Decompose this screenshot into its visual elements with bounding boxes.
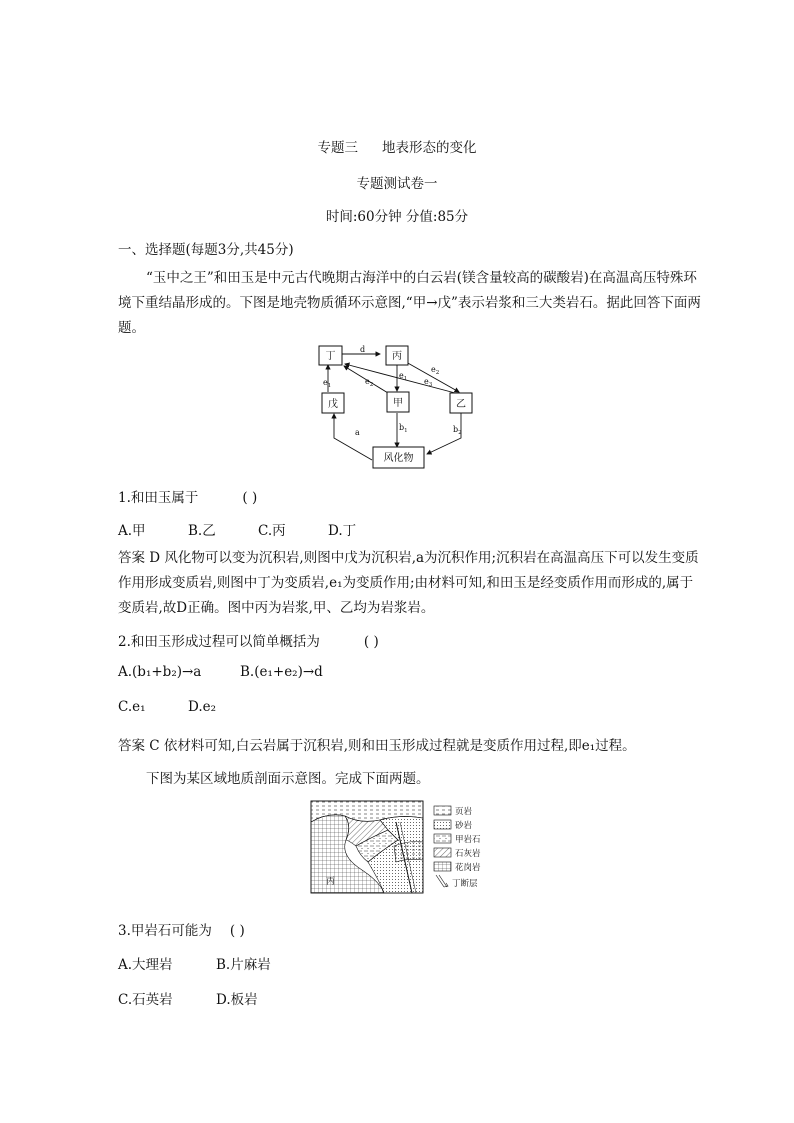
rock-cycle-diagram <box>310 342 492 470</box>
legend-fault: 丁断层 <box>452 879 478 889</box>
q3-option-c: C.石英岩 <box>118 992 173 1008</box>
node-wu: 戊 <box>328 399 338 410</box>
label-d: d <box>360 345 366 354</box>
q1-answer: 答案 D 风化物可以变为沉积岩,则图中戊为沉积岩,a为沉积作用;沉积岩在高温高压下可以发生变质作用形成变质岩,则图中丁为变质岩,e₁为变质作用;由材料可知,和田玉是经变质作用而形成的,属于变质岩,故D正确。图中丙为岩浆,甲、乙均为岩浆岩。 <box>118 550 699 616</box>
node-ding: 丁 <box>325 351 336 362</box>
label-e1: $e_1$ <box>323 378 332 389</box>
q3-option-b: B.片麻岩 <box>216 957 271 973</box>
legend-limestone: 石灰岩 <box>455 849 481 859</box>
legend-jia-rock: 甲岩石 <box>455 835 481 845</box>
section-heading: 一、选择题(每题3分,共45分) <box>118 242 294 258</box>
legend-granite: 花岗岩 <box>455 863 481 873</box>
label-b1: $b_1$ <box>399 423 408 434</box>
label-e3: $e_3$ <box>424 377 433 388</box>
q2-answer: 答案 C 依材料可知,白云岩属于沉积岩,则和田玉形成过程就是变质作用过程,即e₁过程。 <box>118 738 636 754</box>
label-e2: $e_2$ <box>365 377 374 388</box>
intro-paragraph-2: 下图为某区域地质剖面示意图。完成下面两题。 <box>146 771 430 787</box>
label-b2: $b_2$ <box>453 425 462 436</box>
intro-paragraph-1: “玉中之王”和田玉是中元古代晚期古海洋中的白云岩(镁含量较高的碳酸岩)在高温高压特殊环境下重结晶形成的。下图是地壳物质循环示意图,“甲→戊”表示岩浆和三大类岩石。据此回答下面两题。 <box>118 270 701 336</box>
page-title <box>0 136 794 156</box>
label-e2b: $e_2$ <box>431 365 440 376</box>
q2-option-c: C.e₁ <box>118 699 146 715</box>
label-a: a <box>355 428 360 437</box>
q2-option-a: A.(b₁+b₂)→a <box>118 664 202 680</box>
q1-option-a: A.甲 <box>118 523 146 539</box>
node-jia: 甲 <box>393 398 403 409</box>
title-name: 地表形态的变化 <box>382 140 477 156</box>
question-2-stem: 2.和田玉形成过程可以简单概括为 ( ) <box>118 634 379 650</box>
label-e1b: $e_1$ <box>399 371 408 382</box>
node-yi: 乙 <box>456 399 466 410</box>
legend-sandstone: 砂岩 <box>455 821 473 831</box>
q3-option-a: A.大理岩 <box>118 957 173 973</box>
area-label-bing: 丙 <box>326 877 336 887</box>
question-3-stem: 3.甲岩石可能为 ( ) <box>118 923 245 939</box>
node-weathering: 风化物 <box>383 453 414 464</box>
q2-option-d: D.e₂ <box>188 699 217 715</box>
exam-meta: 时间:60分钟 分值:85分 <box>325 209 469 225</box>
question-1-stem: 1.和田玉属于 ( ) <box>118 490 258 506</box>
q2-option-b: B.(e₁+e₂)→d <box>240 664 323 680</box>
title-topic: 专题三 <box>317 140 358 156</box>
q3-option-d: D.板岩 <box>216 992 258 1008</box>
geologic-section-diagram <box>310 800 496 896</box>
q1-option-b: B.乙 <box>188 523 216 539</box>
legend-shale: 页岩 <box>455 807 473 817</box>
q1-option-d: D.丁 <box>328 523 357 539</box>
page-subtitle: 专题测试卷一 <box>356 176 438 192</box>
q1-option-c: C.丙 <box>258 523 286 539</box>
node-bing: 丙 <box>392 351 402 362</box>
